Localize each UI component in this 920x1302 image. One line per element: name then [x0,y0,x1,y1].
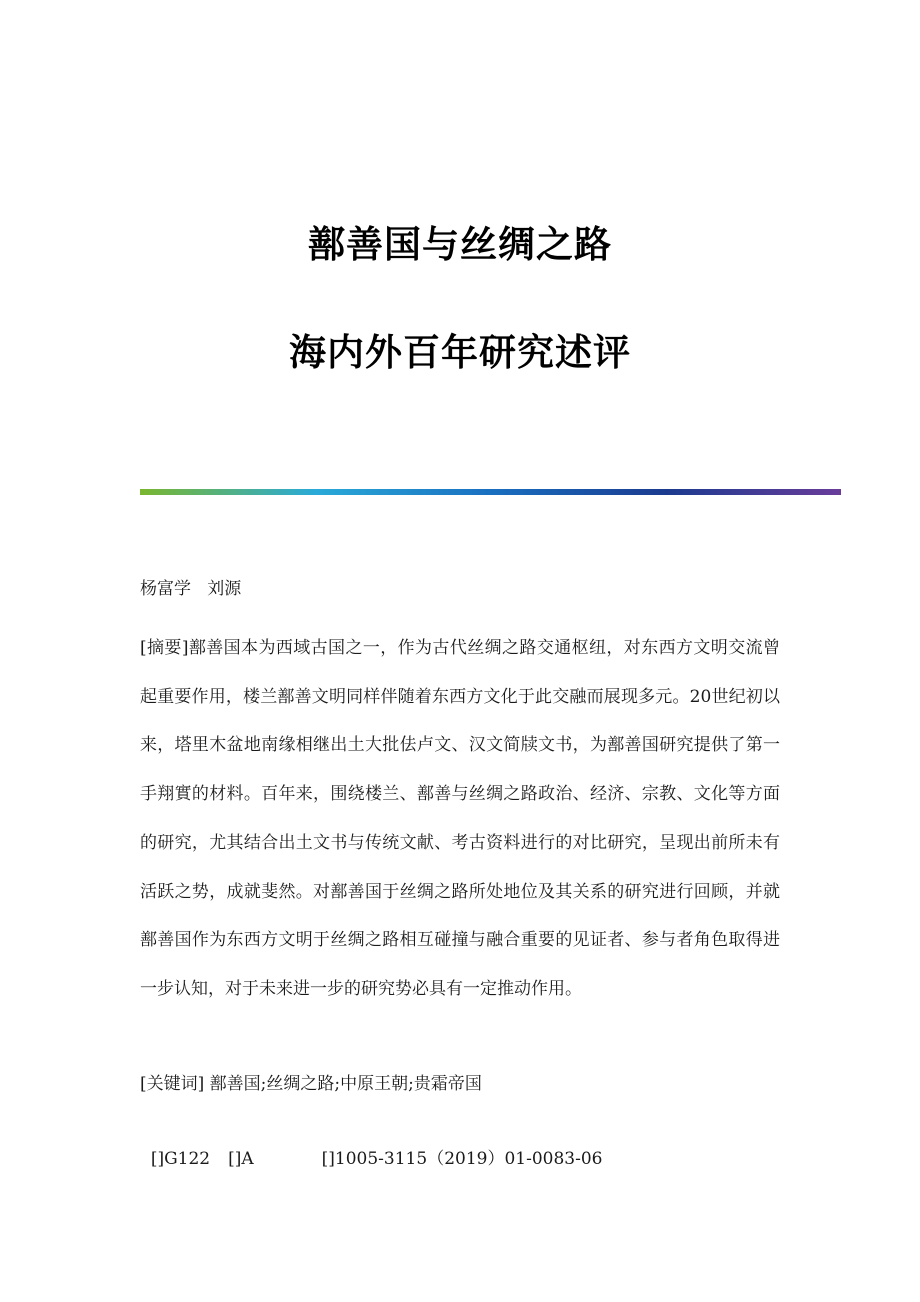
classification-line [140,1124,602,1169]
document-title-line-2: 海内外百年研究述评 [289,330,631,374]
article-id: []1005-3115（2019）01-0083-06 [321,1149,603,1169]
authors: 杨富学 刘源 [140,579,242,599]
clc-number: []G122 [150,1149,211,1169]
document-code: []A [228,1149,254,1169]
document-title-line-1: 鄯善国与丝绸之路 [308,222,612,266]
gradient-divider [140,489,841,495]
abstract-paragraph: [摘要]鄯善国本为西域古国之一，作为古代丝绸之路交通枢纽，对东西方文明交流曾起重要作用，楼兰鄯善文明同样伴随着东西方文化于此交融而展现多元。20世纪初以来，塔里木盆地南缘相继出土大批佉卢文、汉文简牍文书，为鄯善国研究提供了第一手翔實的材料。百年来，围绕楼兰、鄯善与丝绸之路政治、经济、宗教、文化等方面的研究，尤其结合出土文书与传统文献、考古资料进行的对比研究，呈现出前所未有活跃之势，成就斐然。对鄯善国于丝绸之路所处地位及其关系的研究进行回顾，并就鄯善国作为东西方文明于丝绸之路相互碰撞与融合重要的见证者、参与者角色取得进一步认知，对于未来进一步的研究势必具有一定推动作用。 [140,638,780,999]
keywords-line: [关键词] 鄯善国;丝绸之路;中原王朝;贵霜帝国 [140,1074,482,1094]
